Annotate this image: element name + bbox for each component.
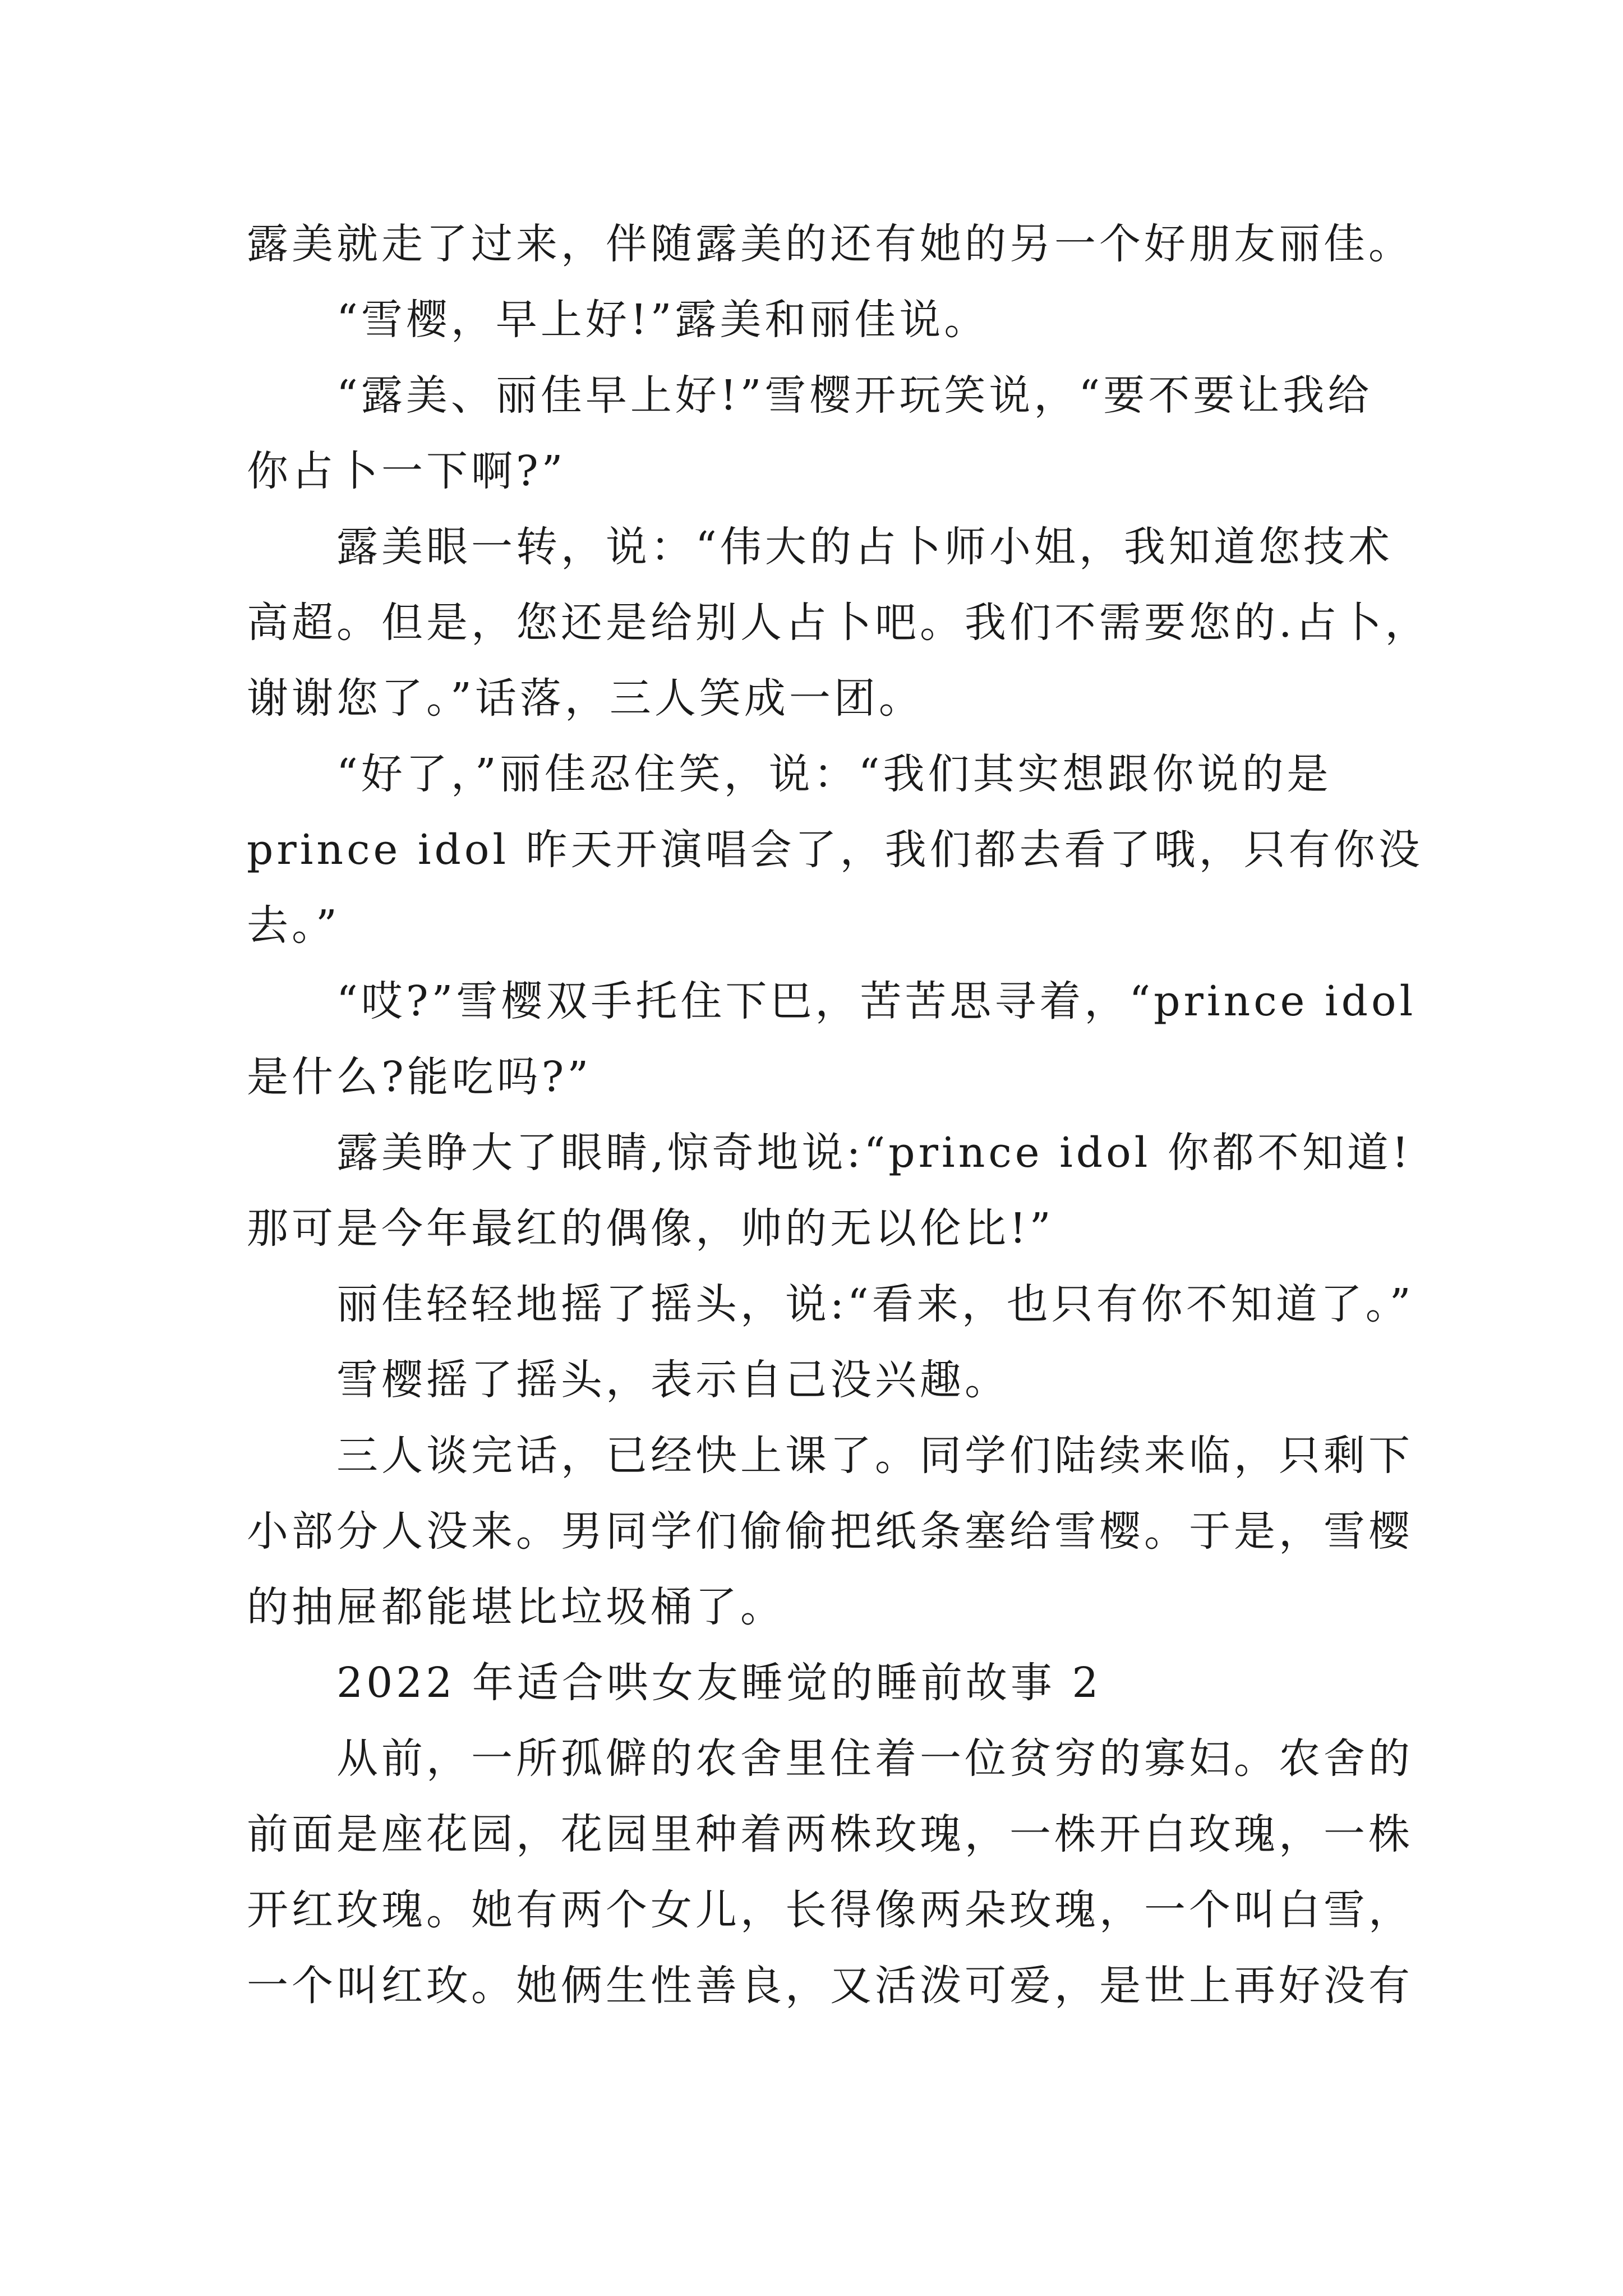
text-line: 一个叫红玫。她俩生性善良，又活泼可爱，是世上再好没有 [247,1962,1413,2010]
text-line: 小部分人没来。男同学们偷偷把纸条塞给雪樱。于是，雪樱 [247,1507,1413,1556]
text-line: “好了，”丽佳忍住笑，说：“我们其实想跟你说的是 [336,750,1332,798]
section-heading: 2022 年适合哄女友睡觉的睡前故事 2 [336,1659,1102,1707]
text-line: “露美、丽佳早上好!”雪樱开玩笑说，“要不要让我给 [336,371,1373,420]
text-line: 的抽屉都能堪比垃圾桶了。 [247,1583,785,1631]
text-line: 谢谢您了。”话落，三人笑成一团。 [247,674,924,723]
text-line: 前面是座花园，花园里种着两株玫瑰，一株开白玫瑰，一株 [247,1810,1413,1858]
text-line: 是什么?能吃吗?” [247,1053,592,1101]
text-line: 雪樱摇了摇头，表示自己没兴趣。 [336,1356,1009,1404]
text-line: “雪樱，早上好!”露美和丽佳说。 [336,296,989,344]
text-line: 露美睁大了眼睛,惊奇地说:“prince idol 你都不知道! [336,1129,1412,1177]
text-line: 高超。但是，您还是给别人占卜吧。我们不需要您的.占卜， [247,599,1430,647]
text-line: 你占卜一下啊?” [247,447,566,495]
text-line: 从前，一所孤僻的农舍里住着一位贫穷的寡妇。农舍的 [336,1734,1413,1783]
text-line: “哎?”雪樱双手托住下巴，苦苦思寻着，“prince idol [336,977,1417,1025]
text-line: 那可是今年最红的偶像，帅的无以伦比!” [247,1204,1054,1253]
text-line: 露美就走了过来，伴随露美的还有她的另一个好朋友丽佳。 [247,220,1413,268]
text-line: 开红玫瑰。她有两个女儿，长得像两朵玫瑰，一个叫白雪， [247,1886,1413,1934]
text-line: 露美眼一转，说：“伟大的占卜师小姐，我知道您技术 [336,523,1393,571]
text-line: 丽佳轻轻地摇了摇头，说:“看来，也只有你不知道了。” [336,1280,1414,1328]
text-line: prince idol 昨天开演唱会了，我们都去看了哦，只有你没 [247,826,1423,874]
text-line: 三人谈完话，已经快上课了。同学们陆续来临，只剩下 [336,1432,1413,1480]
text-line: 去。” [247,901,340,950]
